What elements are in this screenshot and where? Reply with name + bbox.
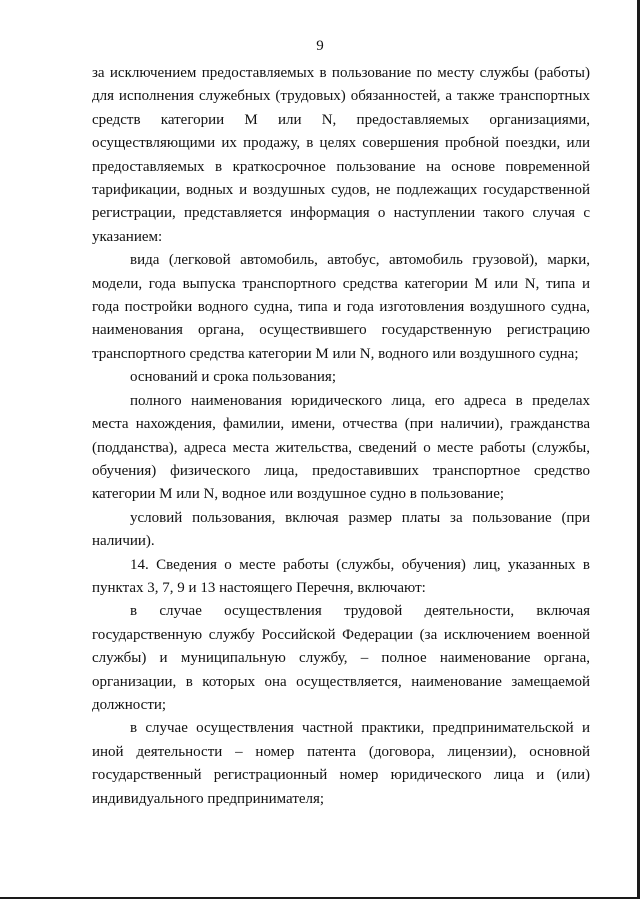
paragraph-item-14: 14. Сведения о месте работы (службы, обучения) лиц, указанных в пунктах 3, 7, 9 и 13 настоящего Перечня, включают: (92, 556, 590, 596)
paragraph-labor-activity: в случае осуществления трудовой деятельности, включая государственную службу Российской Федерации (за исключением военной службы) и муниципальную службу, – полное наименование органа, организации, в которых она осуществляется, наименование замещаемой должности; (92, 603, 590, 713)
paragraph-private-practice: в случае осуществления частной практики, предпринимательской и иной деятельности – номер патента (договора, лицензии), основной государственный регистрационный номер юридического лица и (или) индивидуального предпринимателя; (92, 720, 590, 807)
page-number: 9 (316, 38, 324, 54)
paragraph-vehicle-type: вида (легковой автомобиль, автобус, автомобиль грузовой), марки, модели, года выпуска транспортного средства категории M или N, типа и года постройки водного судна, типа и года изготовления воздушного судна, наименования органа, осуществившего государственную регистрацию транспортного средства категории M или N, водного или воздушного судна; (92, 252, 590, 362)
paragraph-grounds-and-term: оснований и срока пользования; (130, 369, 336, 386)
paragraph-legal-entity: полного наименования юридического лица, его адреса в пределах места нахождения, фамилии, имени, отчества (при наличии), гражданства (подданства), адреса места жительства, сведений о месте работы (службы, обучения) физического лица, предоставивших транспортное средство категории M или N, водное или воздушное судно в пользование; (92, 392, 590, 503)
document-body (92, 62, 590, 811)
paragraph-continuation: за исключением предоставляемых в пользование по месту службы (работы) для исполнения служебных (трудовых) обязанностей, а также транспортных средств категории M или N, предоставляемых организациями, осуществляющими их продажу, в целях совершения пробной поездки, или предоставляемых в краткосрочное пользование на основе повременной тарификации, водных и воздушных судов, не подлежащих государственной регистрации, представляется информация о наступлении такого случая с указанием: (92, 65, 590, 245)
paragraph-conditions: условий пользования, включая размер платы за пользование (при наличии). (92, 509, 590, 550)
